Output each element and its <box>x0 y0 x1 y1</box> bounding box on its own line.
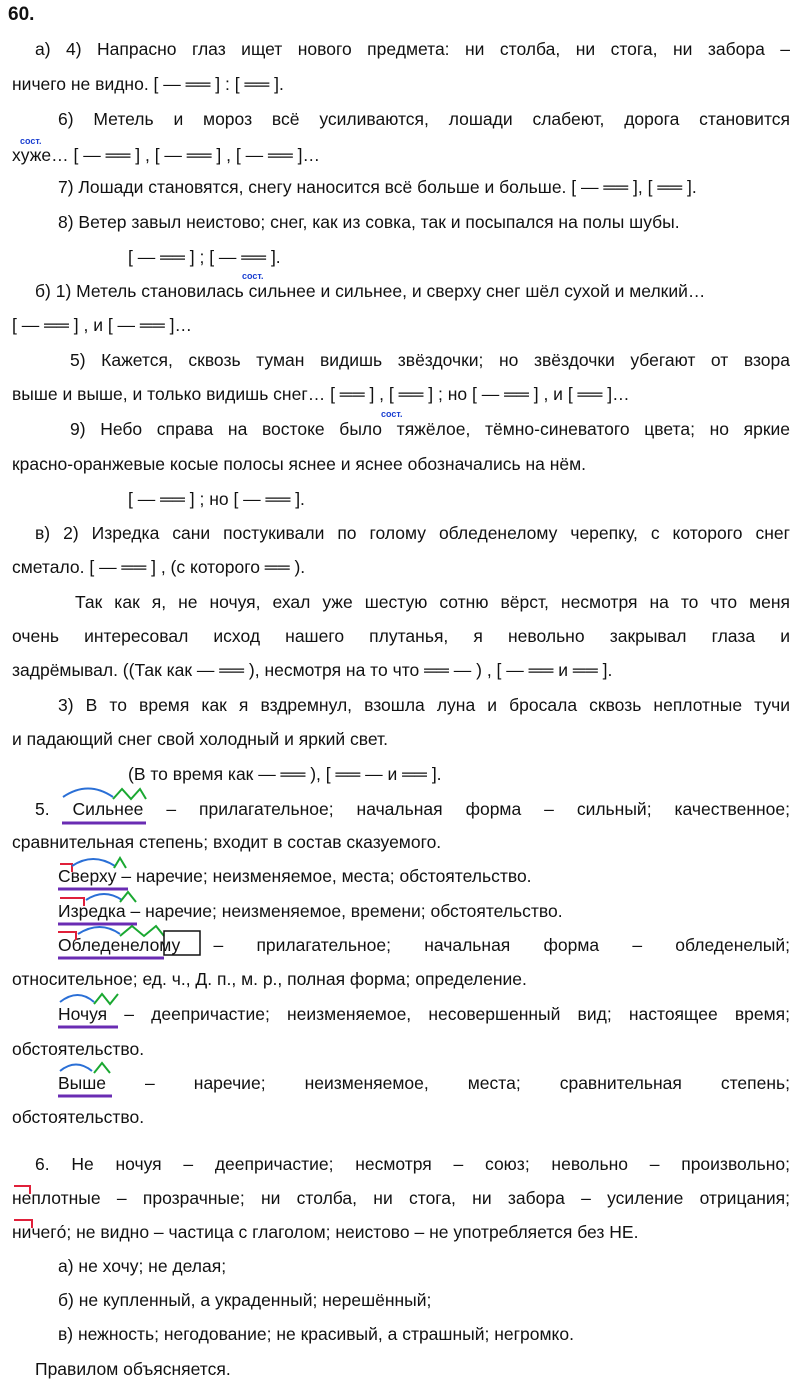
text-line: а) не хочу; не делая; <box>58 1256 227 1276</box>
text-line: а) 4) Напрасно глаз ищет нового предмета: ни столба, ни стога, ни забора – <box>35 39 790 59</box>
text-line: сметало. [ — ══ ] , (с которого ══ ). <box>12 557 306 577</box>
text-line: Ночуя – деепричастие; неизменяемое, несовершенный вид; настоящее время; <box>58 1004 790 1024</box>
text-line: ничегó; не видно – частица с глаголом; неистово – не употребляется без НЕ. <box>12 1222 639 1242</box>
text-line: 5. Сильнее – прилагательное; начальная форма – сильный; качественное; <box>35 799 790 819</box>
annotation-sost: сост. <box>20 136 42 146</box>
text-line: красно-оранжевые косые полосы яснее и яснее обозначались на нём. <box>12 454 587 474</box>
text-line: 8) Ветер завыл неистово; снег, как из совка, так и посыпался на полы шубы. <box>58 212 680 232</box>
annotation-sost: сост. <box>242 271 264 281</box>
text-line: очень интересовал исход нашего плутанья, я невольно закрывал глаза и <box>12 626 790 646</box>
text-line: 5) Кажется, сквозь туман видишь звёздочки; но звёздочки убегают от взора <box>70 350 790 370</box>
root-arc-mark <box>63 789 113 798</box>
text-line: Сверху – наречие; неизменяемое, места; обстоятельство. <box>58 866 532 886</box>
text-line: Изредка – наречие; неизменяемое, времени; обстоятельство. <box>58 901 563 921</box>
text-line: Так как я, не ночуя, ехал уже шестую сотню вёрст, несмотря на то что меня <box>75 592 790 612</box>
root-arc-mark <box>60 995 94 1002</box>
text-line: [ — ══ ] ; но [ — ══ ]. <box>128 489 305 509</box>
text-line: ничего не видно. [ — ══ ] : [ ══ ]. <box>12 74 284 94</box>
text-line: выше и выше, и только видишь снег… [ ══ ] , [ ══ ] ; но [ — ══ ] , и [ ══ ]… <box>12 384 630 404</box>
text-line: обстоятельство. <box>12 1039 145 1059</box>
text-line: Правилом объясняется. <box>35 1359 231 1379</box>
text-line: [ — ══ ] , и [ — ══ ]… <box>12 315 192 335</box>
text-line: (В то время как — ══ ), [ ══ — и ══ ]. <box>128 764 442 784</box>
text-line: неплотные – прозрачные; ни столба, ни стога, ни забора – усиление отрицания; <box>12 1188 790 1208</box>
annotation-sost: сост. <box>381 409 403 419</box>
text-line: 6) Метель и мороз всё усиливаются, лошади слабеют, дорога становится <box>58 109 790 129</box>
text-line: в) нежность; негодование; не красивый, а страшный; негромко. <box>58 1324 574 1344</box>
text-line: относительное; ед. ч., Д. п., м. р., полная форма; определение. <box>12 969 527 989</box>
text-line: 6. Не ночуя – деепричастие; несмотря – союз; невольно – произвольно; <box>35 1154 790 1174</box>
text-line: Обледенелому – прилагательное; начальная форма – обледенелый; <box>58 935 790 955</box>
text-line: сравнительная степень; входит в состав сказуемого. <box>12 832 442 852</box>
text-line: [ — ══ ] ; [ — ══ ]. <box>128 247 281 267</box>
text-line: и падающий снег свой холодный и яркий свет. <box>12 729 388 749</box>
text-line: б) 1) Метель становилась сильнее и сильнее, и сверху снег шёл сухой и мелкий… <box>35 281 706 301</box>
text-line: хуже… [ — ══ ] , [ — ══ ] , [ — ══ ]… <box>12 145 320 165</box>
text-line: 7) Лошади становятся, снегу наносится всё больше и больше. [ — ══ ], [ ══ ]. <box>58 177 697 197</box>
exercise-number: 60. <box>8 4 35 25</box>
text-line: 3) В то время как я вздремнул, взошла луна и бросала сквозь неплотные тучи <box>58 695 790 715</box>
text-line: б) не купленный, а украденный; нерешённый; <box>58 1290 432 1310</box>
text-line: обстоятельство. <box>12 1107 145 1127</box>
text-line: задрёмывал. ((Так как — ══ ), несмотря на то что ══ — ) , [ — ══ и ══ ]. <box>12 660 613 680</box>
text-line: в) 2) Изредка сани постукивали по голому обледенелому черепку, с которого снег <box>35 523 790 543</box>
text-line: 9) Небо справа на востоке было тяжёлое, тёмно-синеватого цвета; но яркие <box>70 419 790 439</box>
text-line: Выше – наречие; неизменяемое, места; сравнительная степень; <box>58 1073 790 1093</box>
